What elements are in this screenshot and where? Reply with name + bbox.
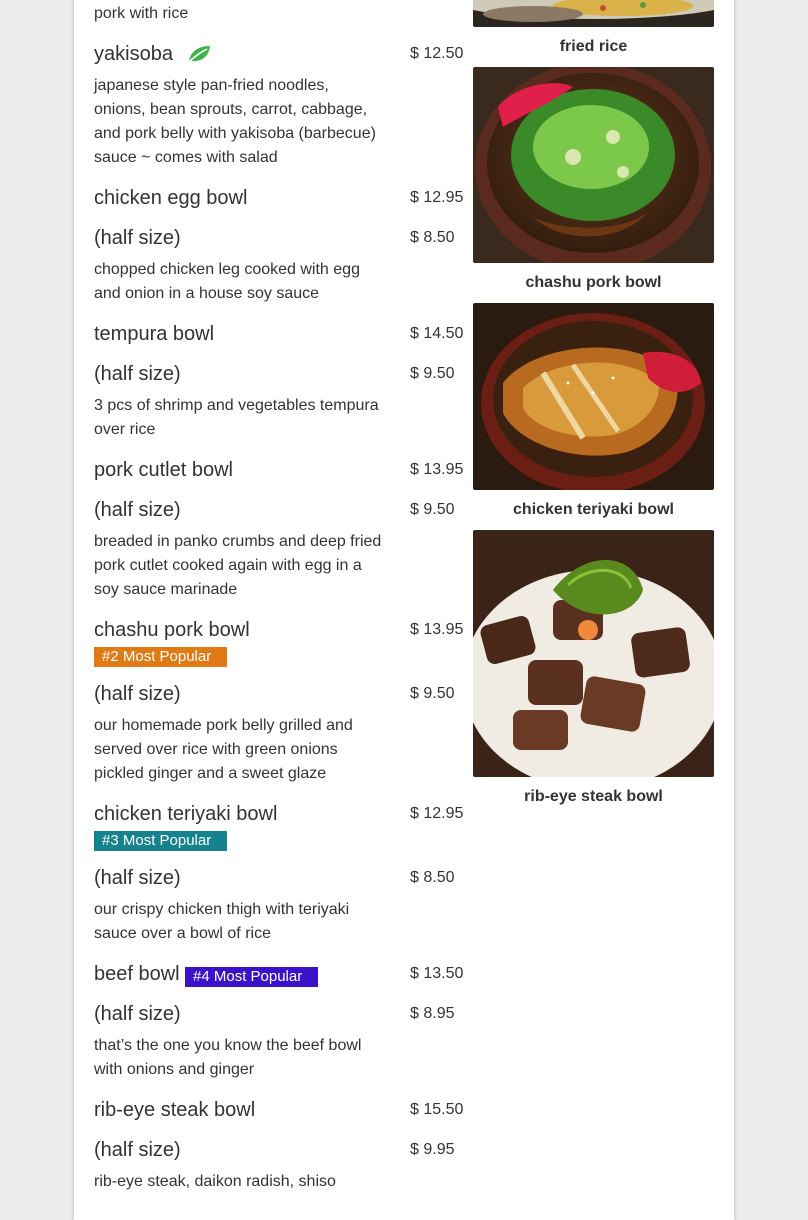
item-price: $ 14.50 [410, 325, 464, 342]
half-size-price: $ 8.50 [410, 229, 455, 246]
half-size-label: (half size) [94, 1139, 181, 1161]
rib-eye-steak-bowl-photo[interactable] [473, 530, 714, 777]
item-name-beef-bowl: beef bowl [94, 963, 180, 985]
half-size-price: $ 9.95 [410, 1141, 455, 1158]
item-description: that’s the one you know the beef bowl with onions and ginger [94, 1037, 362, 1078]
item-name-yakisoba: yakisoba [94, 43, 173, 65]
item-price: $ 12.95 [410, 805, 464, 822]
fried-rice-photo[interactable] [473, 0, 714, 27]
item-name-chicken-teriyaki-bowl: chicken teriyaki bowl [94, 803, 278, 825]
half-size-label: (half size) [94, 683, 181, 705]
half-size-price: $ 8.50 [410, 869, 455, 886]
half-size-label: (half size) [94, 499, 181, 521]
item-description: chopped chicken leg cooked with egg and onion in a house soy sauce [94, 261, 360, 302]
popularity-badge: #4 Most Popular [185, 967, 318, 987]
photo-caption: chashu pork bowl [525, 274, 662, 291]
item-description: our crispy chicken thigh with teriyaki sauce over a bowl of rice [94, 901, 350, 942]
leaf-icon [186, 44, 212, 64]
popularity-badge: #3 Most Popular [94, 831, 227, 851]
item-description: japanese style pan-fried noodles, onions, bean sprouts, carrot, cabbage, and pork belly with yakisoba (barbecue) sauce ~ comes with salad [94, 77, 376, 166]
item-description: breaded in panko crumbs and deep fried pork cutlet cooked again with egg in a soy sauce marinade [94, 533, 382, 598]
half-size-price: $ 9.50 [410, 365, 455, 382]
popularity-badge: #2 Most Popular [94, 647, 227, 667]
half-size-label: (half size) [94, 363, 181, 385]
item-price: $ 13.95 [410, 621, 464, 638]
item-name-tempura-bowl: tempura bowl [94, 323, 215, 345]
item-name-chicken-egg-bowl: chicken egg bowl [94, 187, 248, 209]
photo-caption: rib-eye steak bowl [524, 788, 663, 805]
half-size-price: $ 9.50 [410, 685, 455, 702]
item-price: $ 15.50 [410, 1101, 464, 1118]
item-description: pork with rice [94, 5, 189, 22]
item-description: our homemade pork belly grilled and served over rice with green onions pickled ginger and a sweet glaze [94, 717, 353, 782]
half-size-label: (half size) [94, 1003, 181, 1025]
photo-caption: chicken teriyaki bowl [513, 501, 674, 518]
item-description: 3 pcs of shrimp and vegetables tempura over rice [94, 397, 379, 438]
item-price: $ 13.50 [410, 965, 464, 982]
chashu-pork-bowl-photo[interactable] [473, 67, 714, 263]
item-name-pork-cutlet-bowl: pork cutlet bowl [94, 459, 233, 481]
photo-caption: fried rice [559, 38, 628, 55]
item-description: rib-eye steak, daikon radish, shiso [94, 1173, 336, 1190]
item-name-chashu-pork-bowl: chashu pork bowl [94, 619, 250, 641]
half-size-label: (half size) [94, 227, 181, 249]
half-size-price: $ 9.50 [410, 501, 455, 518]
item-price: $ 12.50 [410, 45, 464, 62]
chicken-teriyaki-bowl-photo[interactable] [473, 303, 714, 490]
item-name-rib-eye-steak-bowl: rib-eye steak bowl [94, 1099, 256, 1121]
item-price: $ 12.95 [410, 189, 464, 206]
half-size-label: (half size) [94, 867, 181, 889]
half-size-price: $ 8.95 [410, 1005, 455, 1022]
item-price: $ 13.95 [410, 461, 464, 478]
